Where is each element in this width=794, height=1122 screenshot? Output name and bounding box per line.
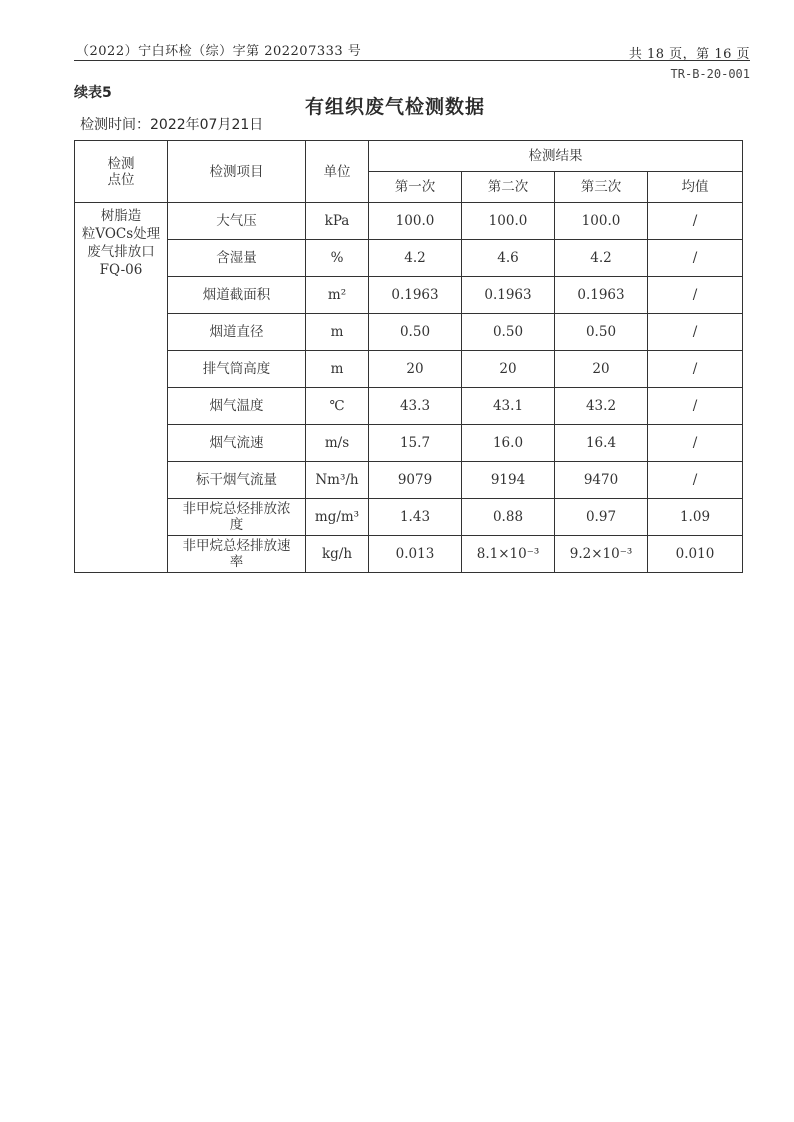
value-cell: 0.97 bbox=[555, 499, 648, 536]
unit-cell: m bbox=[306, 351, 369, 388]
header-item: 检测项目 bbox=[168, 141, 306, 203]
value-cell: 100.0 bbox=[462, 203, 555, 240]
value-cell: 16.4 bbox=[555, 425, 648, 462]
table-row bbox=[75, 499, 743, 536]
average-cell: / bbox=[648, 314, 743, 351]
header-average: 均值 bbox=[648, 172, 743, 203]
header-third: 第三次 bbox=[555, 172, 648, 203]
exhaust-data-table bbox=[74, 140, 743, 573]
value-cell: 4.2 bbox=[369, 240, 462, 277]
table-row bbox=[75, 240, 743, 277]
unit-cell: kPa bbox=[306, 203, 369, 240]
value-cell: 8.1×10⁻³ bbox=[462, 536, 555, 573]
value-cell: 9.2×10⁻³ bbox=[555, 536, 648, 573]
value-cell: 20 bbox=[369, 351, 462, 388]
header-location: 检测 点位 bbox=[75, 141, 168, 203]
item-cell: 非甲烷总烃排放速 率 bbox=[168, 536, 306, 573]
average-cell: / bbox=[648, 203, 743, 240]
value-cell: 16.0 bbox=[462, 425, 555, 462]
unit-cell: Nm³/h bbox=[306, 462, 369, 499]
value-cell: 43.2 bbox=[555, 388, 648, 425]
average-cell: / bbox=[648, 425, 743, 462]
table-row bbox=[75, 277, 743, 314]
table-label: 续表5 bbox=[74, 85, 112, 101]
table-row bbox=[75, 388, 743, 425]
table-row bbox=[75, 203, 743, 240]
header-rule bbox=[74, 60, 750, 61]
unit-cell: m bbox=[306, 314, 369, 351]
page-title: 有组织废气检测数据 bbox=[304, 96, 485, 118]
value-cell: 0.50 bbox=[369, 314, 462, 351]
value-cell: 0.50 bbox=[462, 314, 555, 351]
page-indicator: 共 18 页，第 16 页 bbox=[628, 47, 750, 62]
unit-cell: mg/m³ bbox=[306, 499, 369, 536]
unit-cell: ℃ bbox=[306, 388, 369, 425]
item-cell: 排气筒高度 bbox=[168, 351, 306, 388]
value-cell: 0.013 bbox=[369, 536, 462, 573]
value-cell: 9470 bbox=[555, 462, 648, 499]
item-cell: 烟道截面积 bbox=[168, 277, 306, 314]
average-cell: / bbox=[648, 388, 743, 425]
table-row bbox=[75, 425, 743, 462]
item-cell: 大气压 bbox=[168, 203, 306, 240]
value-cell: 43.1 bbox=[462, 388, 555, 425]
average-cell: 0.010 bbox=[648, 536, 743, 573]
header-unit: 单位 bbox=[306, 141, 369, 203]
test-time: 检测时间：2022年07月21日 bbox=[80, 117, 264, 133]
value-cell: 0.50 bbox=[555, 314, 648, 351]
sampling-location: 树脂造 粒VOCs处理 废气排放口 FQ-06 bbox=[75, 203, 168, 573]
value-cell: 0.88 bbox=[462, 499, 555, 536]
item-cell: 烟道直径 bbox=[168, 314, 306, 351]
unit-cell: kg/h bbox=[306, 536, 369, 573]
average-cell: 1.09 bbox=[648, 499, 743, 536]
header-second: 第二次 bbox=[462, 172, 555, 203]
value-cell: 0.1963 bbox=[369, 277, 462, 314]
table-row bbox=[75, 314, 743, 351]
table-row bbox=[75, 536, 743, 573]
average-cell: / bbox=[648, 277, 743, 314]
unit-cell: % bbox=[306, 240, 369, 277]
value-cell: 20 bbox=[555, 351, 648, 388]
value-cell: 9194 bbox=[462, 462, 555, 499]
item-cell: 烟气流速 bbox=[168, 425, 306, 462]
value-cell: 4.2 bbox=[555, 240, 648, 277]
item-cell: 非甲烷总烃排放浓 度 bbox=[168, 499, 306, 536]
item-cell: 标干烟气流量 bbox=[168, 462, 306, 499]
average-cell: / bbox=[648, 462, 743, 499]
header-results: 检测结果 bbox=[369, 141, 743, 172]
report-number: （2022）宁白环检（综）字第 202207333 号 bbox=[76, 44, 362, 59]
average-cell: / bbox=[648, 351, 743, 388]
average-cell: / bbox=[648, 240, 743, 277]
value-cell: 4.6 bbox=[462, 240, 555, 277]
value-cell: 0.1963 bbox=[555, 277, 648, 314]
table-row bbox=[75, 462, 743, 499]
value-cell: 43.3 bbox=[369, 388, 462, 425]
value-cell: 20 bbox=[462, 351, 555, 388]
value-cell: 100.0 bbox=[555, 203, 648, 240]
header-first: 第一次 bbox=[369, 172, 462, 203]
table-row bbox=[75, 351, 743, 388]
unit-cell: m/s bbox=[306, 425, 369, 462]
unit-cell: m² bbox=[306, 277, 369, 314]
form-code: TR-B-20-001 bbox=[670, 67, 750, 81]
value-cell: 15.7 bbox=[369, 425, 462, 462]
item-cell: 含湿量 bbox=[168, 240, 306, 277]
value-cell: 1.43 bbox=[369, 499, 462, 536]
item-cell: 烟气温度 bbox=[168, 388, 306, 425]
value-cell: 9079 bbox=[369, 462, 462, 499]
value-cell: 0.1963 bbox=[462, 277, 555, 314]
value-cell: 100.0 bbox=[369, 203, 462, 240]
